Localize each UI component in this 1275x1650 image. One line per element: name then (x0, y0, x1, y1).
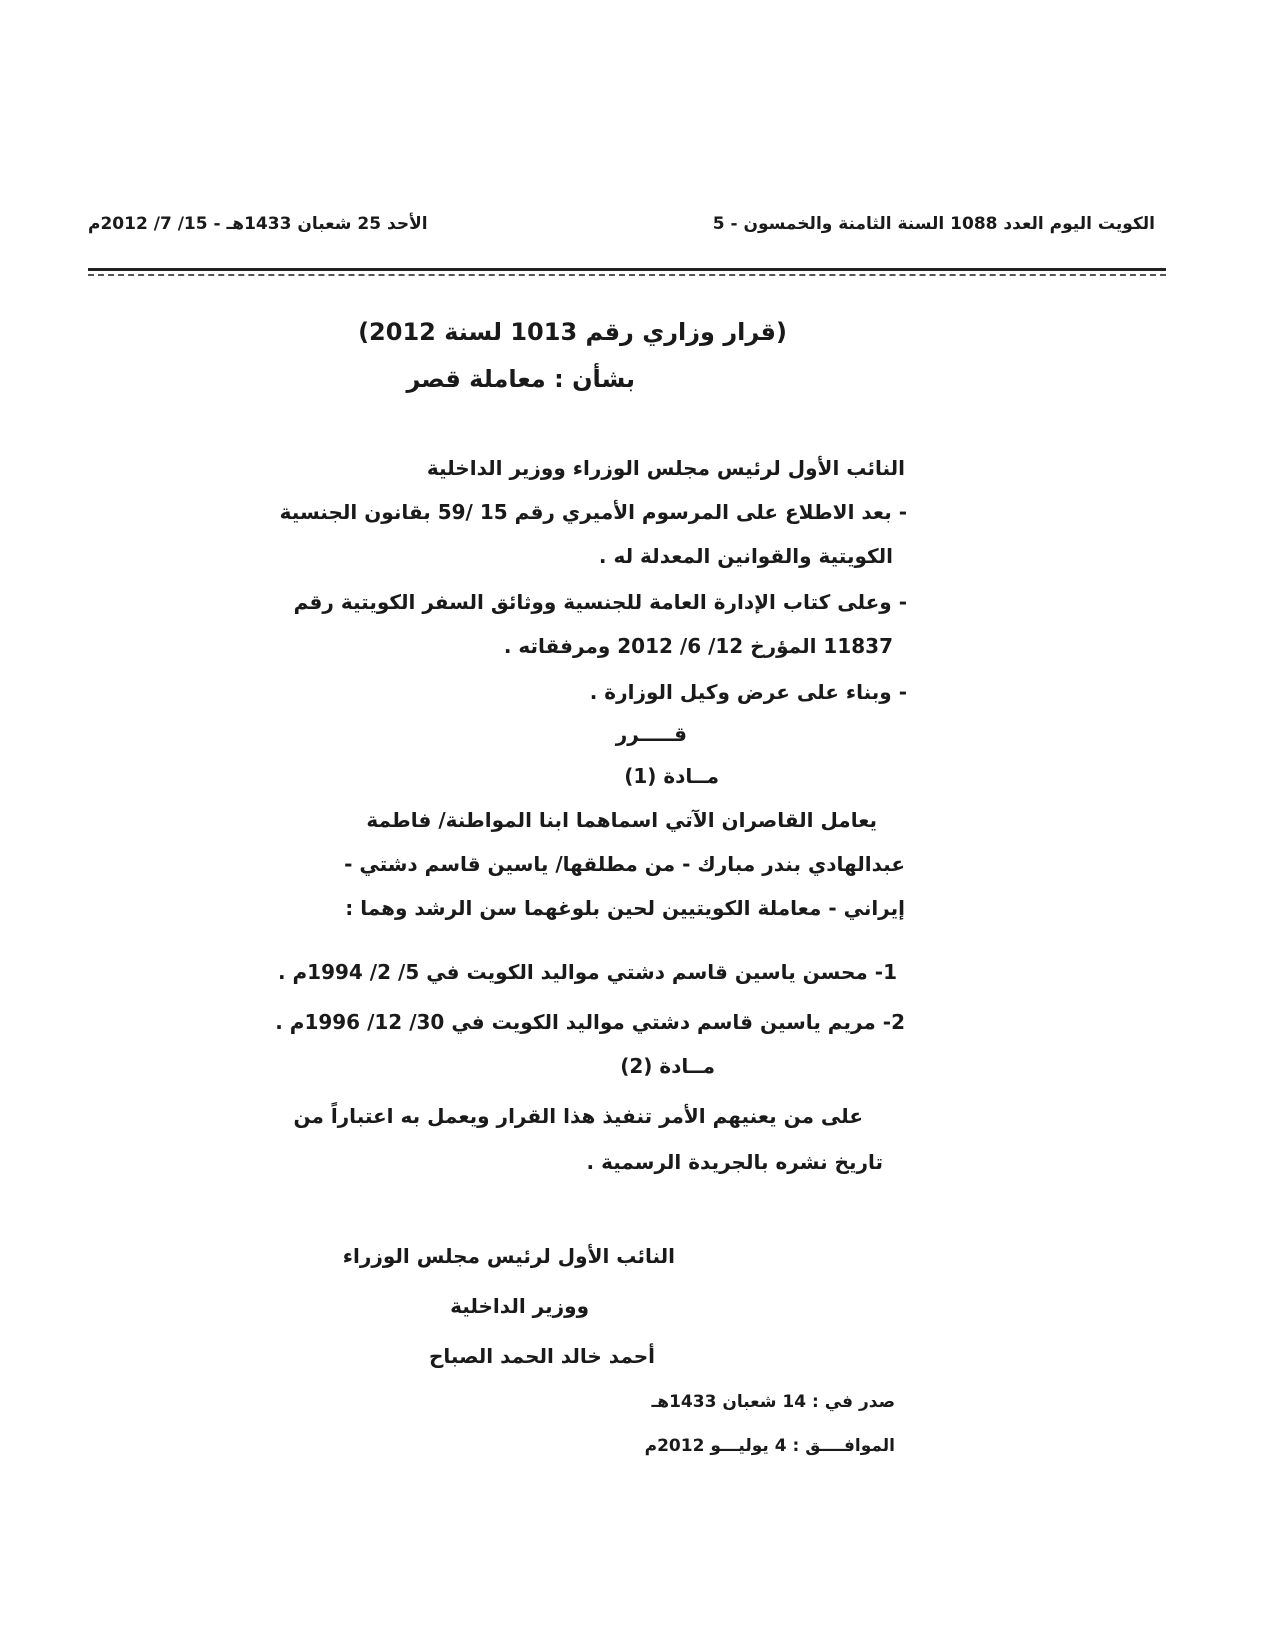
signature-title: النائب الأول لرئيس مجلس الوزراء (342, 1244, 675, 1268)
article-1-item-2: 2- مريم ياسين قاسم دشتي مواليد الكويت في 30/ 12/ 1996م . (275, 1010, 905, 1034)
header-rule-dashed (88, 274, 1166, 276)
preamble-clause-2: - وعلى كتاب الإدارة العامة للجنسية ووثائق السفر الكويتية رقم (293, 590, 907, 614)
article-1-heading: مــادة (1) (624, 764, 719, 788)
issue-date-hijri: صدر في : 14 شعبان 1433هـ (651, 1392, 895, 1412)
signature-ministry: ووزير الداخلية (450, 1294, 589, 1318)
article-1-item-1: 1- محسن ياسين قاسم دشتي مواليد الكويت في 5/ 2/ 1994م . (277, 960, 897, 984)
preamble-clause-3: - وبناء على عرض وكيل الوزارة . (589, 680, 907, 704)
header-date: الأحد 25 شعبان 1433هـ - 15/ 7/ 2012م (88, 214, 428, 234)
issue-date-gregorian: الموافــــق : 4 يوليـــو 2012م (644, 1436, 895, 1456)
preamble-clause-1-cont: الكويتية والقوانين المعدلة له . (598, 544, 893, 568)
article-2-heading: مــادة (2) (620, 1054, 715, 1078)
article-2-line-2: تاريخ نشره بالجريدة الرسمية . (586, 1150, 883, 1174)
article-1-line-1: يعامل القاصران الآتي اسماهما ابنا المواطنة/ فاطمة (366, 808, 877, 832)
preamble-clause-1: - بعد الاطلاع على المرسوم الأميري رقم 15 /59 بقانون الجنسية (279, 500, 907, 524)
issuer-line: النائب الأول لرئيس مجلس الوزراء ووزير الداخلية (426, 456, 905, 480)
article-2-line-1: على من يعنيهم الأمر تنفيذ هذا القرار ويعمل به اعتباراً من (293, 1104, 863, 1128)
header-issue-info: الكويت اليوم العدد 1088 السنة الثامنة والخمسون - 5 (712, 214, 1155, 234)
article-1-line-2: عبدالهادي بندر مبارك - من مطلقها/ ياسين قاسم دشتي - (344, 852, 905, 876)
preamble-clause-2-cont: 11837 المؤرخ 12/ 6/ 2012 ومرفقاته . (503, 634, 893, 658)
signature-name: أحمد خالد الحمد الصباح (428, 1344, 655, 1368)
header-rule (88, 268, 1166, 271)
decision-title: (قرار وزاري رقم 1013 لسنة 2012) (358, 318, 787, 346)
article-1-line-3: إيراني - معاملة الكويتيين لحين بلوغهما سن الرشد وهما : (345, 896, 905, 920)
decision-subject: بشأن : معاملة قصر (406, 365, 635, 393)
decided-heading: قـــــرر (615, 722, 687, 746)
